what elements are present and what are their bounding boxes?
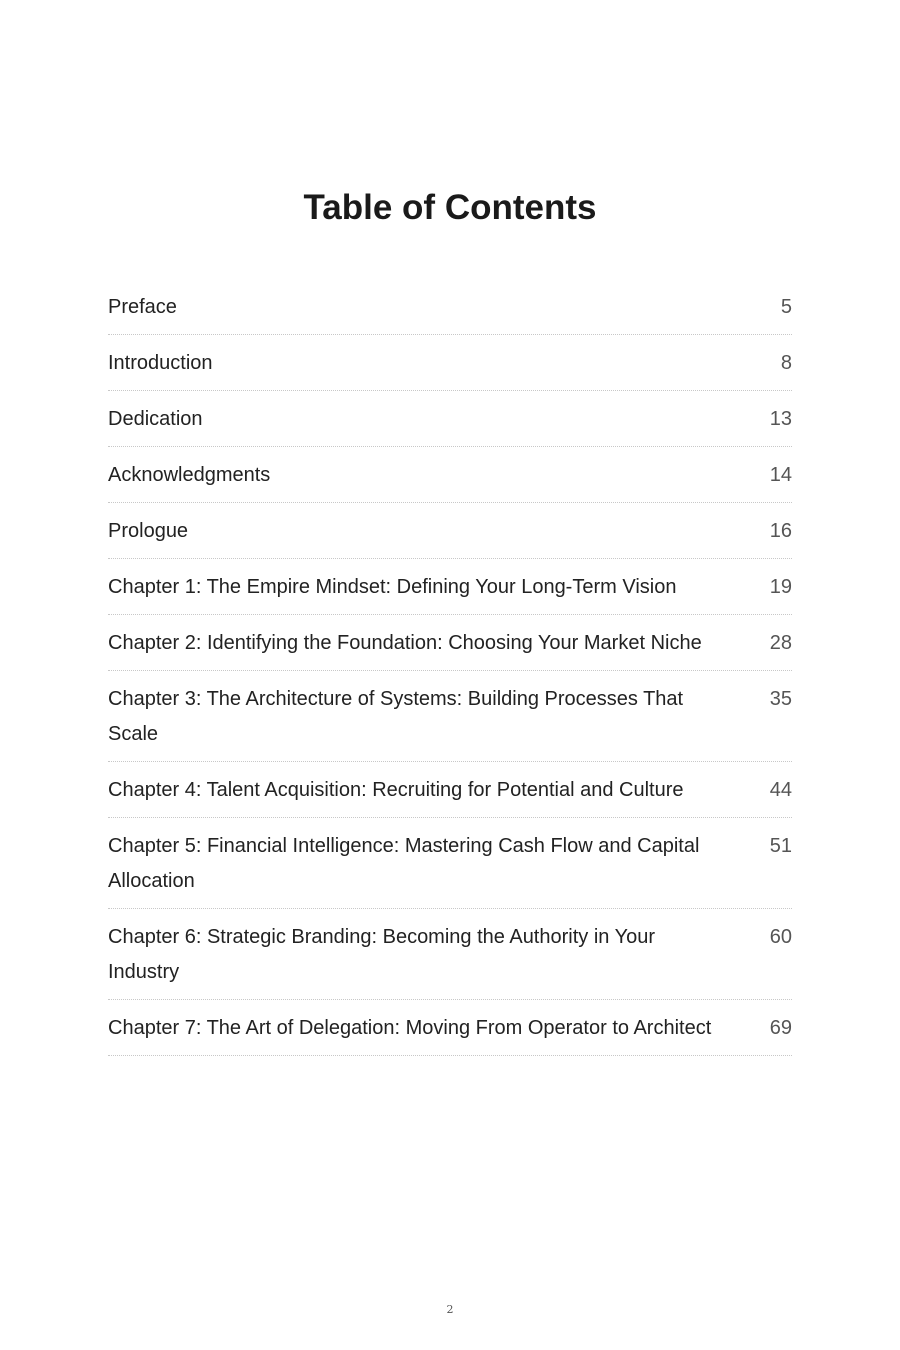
toc-entry-page: 51	[769, 835, 792, 857]
toc-entry-title: Chapter 3: The Architecture of Systems: Building Processes That Scale	[108, 688, 684, 745]
toc-entry-title: Preface	[108, 296, 177, 318]
toc-entry-chapter-6[interactable]	[108, 917, 792, 1000]
toc-entry-title: Introduction	[108, 352, 213, 374]
table-of-contents	[108, 287, 792, 1064]
toc-entry-title: Chapter 2: Identifying the Foundation: Choosing Your Market Niche	[108, 632, 702, 654]
toc-entry-title: Chapter 4: Talent Acquisition: Recruiting for Potential and Culture	[108, 779, 684, 801]
toc-entry-prologue[interactable]	[108, 511, 792, 559]
toc-entry-page: 28	[769, 632, 792, 654]
toc-entry-page: 19	[769, 576, 792, 598]
toc-entry-title: Dedication	[108, 408, 203, 430]
toc-entry-chapter-2[interactable]	[108, 623, 792, 671]
toc-entry-chapter-1[interactable]	[108, 567, 792, 615]
page-number: 2	[446, 1303, 454, 1316]
toc-entry-title: Chapter 1: The Empire Mindset: Defining Your Long-Term Vision	[108, 576, 677, 598]
toc-entry-page: 5	[780, 296, 792, 318]
page-title: Table of Contents	[303, 188, 597, 227]
toc-entry-page: 8	[780, 352, 792, 374]
toc-entry-chapter-5[interactable]	[108, 826, 792, 909]
toc-entry-page: 13	[769, 408, 792, 430]
toc-entry-introduction[interactable]	[108, 343, 792, 391]
toc-entry-page: 69	[769, 1017, 792, 1039]
toc-entry-page: 16	[769, 520, 792, 542]
toc-entry-preface[interactable]	[108, 287, 792, 335]
toc-entry-page: 60	[769, 926, 792, 948]
toc-entry-chapter-7[interactable]	[108, 1008, 792, 1056]
toc-entry-chapter-4[interactable]	[108, 770, 792, 818]
toc-entry-title: Chapter 6: Strategic Branding: Becoming the Authority in Your Industry	[108, 926, 656, 983]
toc-entry-title: Acknowledgments	[108, 464, 271, 486]
toc-entry-title: Chapter 7: The Art of Delegation: Moving From Operator to Architect	[108, 1017, 712, 1039]
toc-entry-acknowledgments[interactable]	[108, 455, 792, 503]
toc-entry-page: 14	[769, 464, 792, 486]
toc-entry-chapter-3[interactable]	[108, 679, 792, 762]
toc-entry-title: Prologue	[108, 520, 189, 542]
toc-entry-page: 44	[769, 779, 792, 801]
toc-entry-page: 35	[769, 688, 792, 710]
toc-entry-dedication[interactable]	[108, 399, 792, 447]
toc-entry-title: Chapter 5: Financial Intelligence: Mastering Cash Flow and Capital Allocation	[108, 835, 700, 892]
